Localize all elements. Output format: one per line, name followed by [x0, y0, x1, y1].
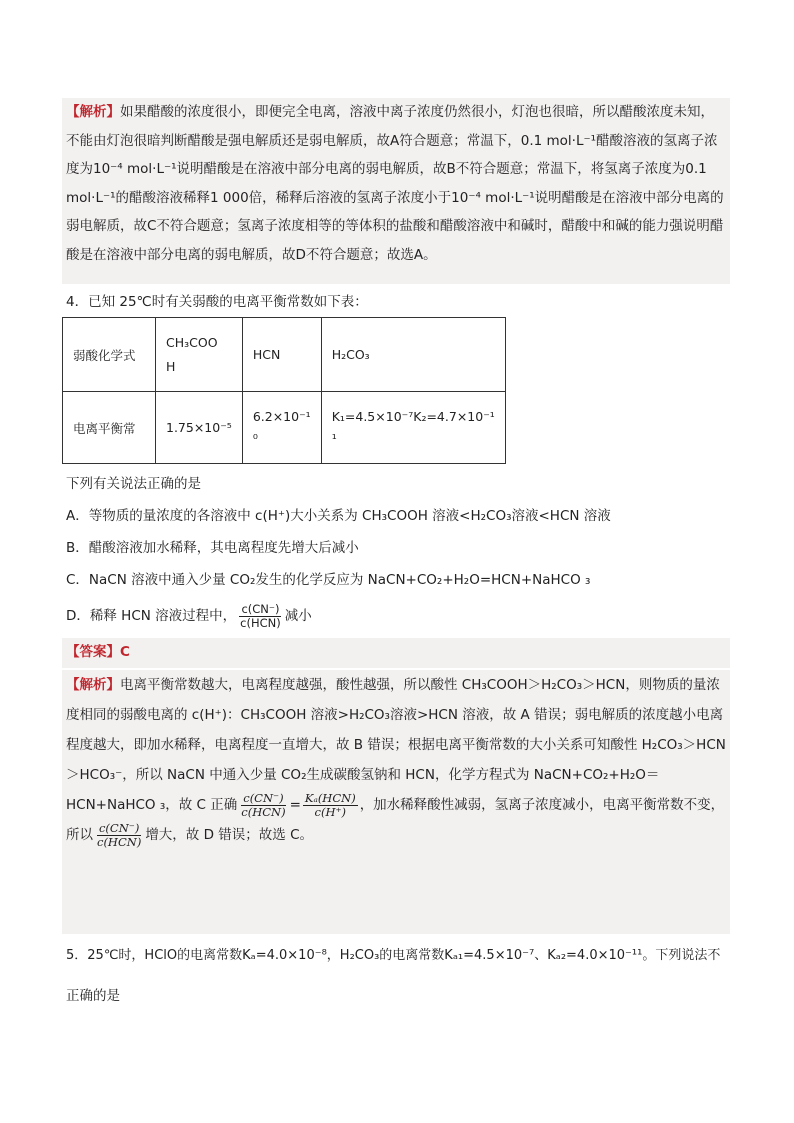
- option-d: D．稀释 HCN 溶液过程中， $\frac{c(CN^-)}{\text{c(HCN)}}$ 减小: [66, 601, 312, 630]
- analysis-tag: 【解析】: [66, 104, 120, 120]
- table-cell: H₂CO₃: [321, 318, 505, 392]
- table-cell: 6.2×10⁻¹ ⁰: [242, 392, 321, 464]
- fraction: $\frac{c(CN^-)}{\text{c(HCN)}}$: [241, 790, 286, 819]
- fraction: $\frac{c(CN^-)}{\text{c(HCN)}}$: [240, 601, 281, 630]
- option-a: A．等物质的量浓度的各溶液中 c(H⁺)大小关系为 CH₃COOH 溶液<H₂CO₃溶液<HCN 溶液: [66, 508, 611, 524]
- question-5-line2: 正确的是: [66, 988, 120, 1004]
- option-c: C．NaCN 溶液中通入少量 CO₂发生的化学反应为 NaCN+CO₂+H₂O=HCN+NaHCO ₃: [66, 572, 591, 588]
- dissociation-constant-table: [62, 317, 506, 464]
- analysis-text: 电离平衡常数越大，电离程度越强，酸性越强，所以酸性 CH₃COOH＞H₂CO₃＞HCN，则物质的量浓度相同的弱酸电离的 c(H⁺)：CH₃COOH 溶液>H₂CO₃溶液>HCN 溶液，故 A 错误；弱电解质的浓度越小电离程度越大，即加水稀释，电离程度一直增大，故 B 错误；根据电离平衡常数的大小关系可知酸性 H₂CO₃＞HCN＞HCO₃⁻，所以 NaCN 中通入少量 CO₂生成碳酸氢钠和 HCN，化学方程式为 NaCN+CO₂+H₂O＝HCN+NaHCO ₃，故 C 正确: [66, 677, 726, 813]
- analysis-text: 如果醋酸的浓度很小，即便完全电离，溶液中离子浓度仍然很小，灯泡也很暗，所以醋酸浓度未知，不能由灯泡很暗判断醋酸是强电解质还是弱电解质，故A符合题意；常温下，0.1 mol·L⁻¹醋酸溶液的氢离子浓度为10⁻⁴ mol·L⁻¹说明醋酸是在溶液中部分电离的弱电解质，故B不符合题意；常温下，将氢离子浓度为0.1 mol·L⁻¹的醋酸溶液稀释1 000倍，稀释后溶液的氢离子浓度小于10⁻⁴ mol·L⁻¹说明醋酸是在溶液中部分电离的弱电解质，故C不符合题意；氢离子浓度相等的等体积的盐酸和醋酸溶液中和碱时，醋酸中和碱的能力强说明醋酸是在溶液中部分电离的弱电解质，故D不符合题意；故选A。: [66, 104, 724, 263]
- question-5-line1: 5．25℃时，HClO的电离常数Kₐ=4.0×10⁻⁸，H₂CO₃的电离常数Kₐ₁=4.5×10⁻⁷、Kₐ₂=4.0×10⁻¹¹。下列说法不: [66, 948, 721, 963]
- table-row-label: 弱酸化学式: [63, 318, 156, 392]
- table-cell: HCN: [242, 318, 321, 392]
- question-4-stem: 4．已知 25℃时有关弱酸的电离平衡常数如下表：: [66, 294, 368, 310]
- answer-value: C: [120, 644, 130, 660]
- answer-block: 【答案】C: [62, 638, 730, 668]
- table-row-label: 电离平衡常: [63, 392, 156, 464]
- fraction: $\frac{\text{Kₐ(HCN)}}{c(H^+)}$: [304, 790, 356, 819]
- table-cell: CH₃COO H: [156, 318, 243, 392]
- table-cell: K₁=4.5×10⁻⁷K₂=4.7×10⁻¹ ¹: [321, 392, 505, 464]
- question-4-prompt: 下列有关说法正确的是: [66, 476, 201, 492]
- fraction: $\frac{c(CN^-)}{\text{c(HCN)}}$: [97, 820, 142, 849]
- table-cell: 1.75×10⁻⁵: [156, 392, 243, 464]
- option-b: B．醋酸溶液加水稀释，其电离程度先增大后减小: [66, 540, 359, 556]
- analysis-block-q4: 【解析】电离平衡常数越大，电离程度越强，酸性越强，所以酸性 CH₃COOH＞H₂CO₃＞HCN，则物质的量浓度相同的弱酸电离的 c(H⁺)：CH₃COOH 溶液>H₂CO₃溶液>HCN 溶液，故 A 错误；弱电解质的浓度越小电离程度越大，即加水稀释，电离程度一直增大，故 B 错误；根据电离平衡常数的大小关系可知酸性 H₂CO₃＞HCN＞HCO₃⁻，所以 NaCN 中通入少量 CO₂生成碳酸氢钠和 HCN，化学方程式为 NaCN+CO₂+H₂O＝HCN+NaHCO ₃，故 C 正确 $\frac{c(CN^-)}{\text{c(HCN)}}$ = $\frac{\text{Kₐ(HCN)}}{c(H^+)}$ ，加水稀释酸性减弱，氢离子浓度减小，电离平衡常数不变， 所以 $\frac{c(CN^-)}{\text{c(HCN)}}$ 增大，故 D 错误；故选 C。: [62, 670, 730, 934]
- analysis-block-q3: [62, 98, 730, 284]
